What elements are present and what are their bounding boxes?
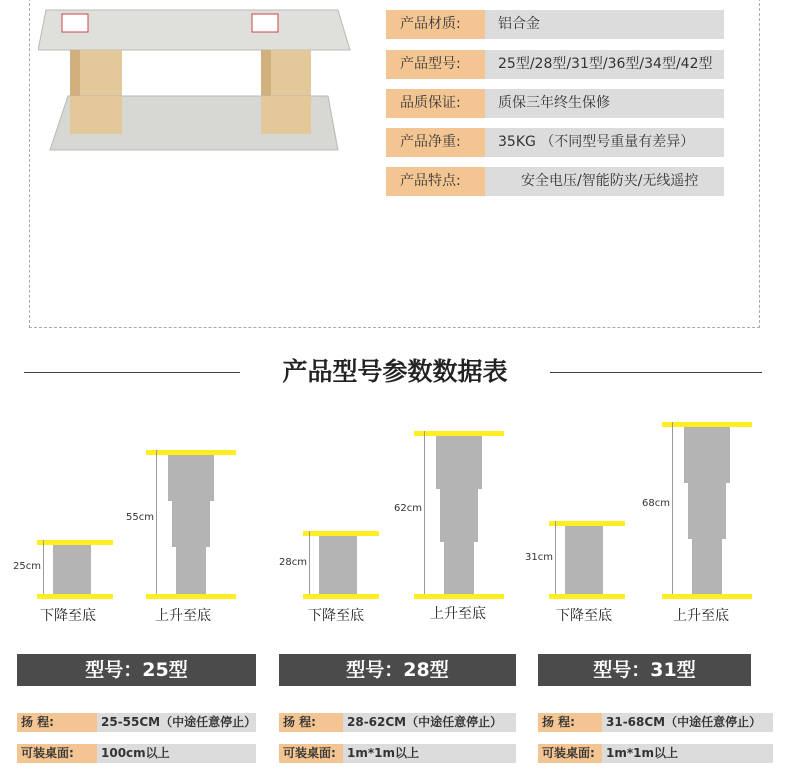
heading-rule-left (24, 372, 240, 373)
spec-row (386, 167, 724, 196)
stroke-value: 28-62CM（中途任意停止） (343, 713, 516, 732)
spec-label: 产品特点: (386, 167, 485, 196)
model-title-bar: 型号：25型 (17, 654, 256, 686)
lowered-height-label: 25cm (13, 561, 41, 572)
stroke-value: 25-55CM（中途任意停止） (97, 713, 256, 732)
stroke-value: 31-68CM（中途任意停止） (602, 713, 773, 732)
lowered-state-label: 下降至底 (556, 608, 612, 624)
desk-label: 可装桌面: (538, 744, 602, 763)
stroke-label: 扬 程: (279, 713, 343, 732)
raised-height-label: 68cm (642, 498, 670, 509)
spec-value: 铝合金 (485, 10, 724, 39)
heading-rule-right (550, 372, 762, 373)
desk-row (17, 744, 256, 763)
stroke-label: 扬 程: (17, 713, 97, 732)
stroke-label: 扬 程: (538, 713, 602, 732)
raised-base-plate (662, 594, 752, 599)
raised-column-middle (172, 501, 210, 547)
desk-value: 1m*1m以上 (602, 744, 773, 763)
spec-value: 质保三年终生保修 (485, 89, 724, 118)
desk-row (538, 744, 773, 763)
raised-state-label: 上升至底 (155, 608, 211, 624)
raised-column-lower (444, 542, 474, 594)
desk-row (279, 744, 516, 763)
product-image (38, 0, 358, 152)
stroke-row (17, 713, 256, 732)
raised-column-middle (688, 483, 726, 539)
lowered-column (565, 526, 603, 594)
desk-label: 可装桌面: (17, 744, 97, 763)
lowered-state-label: 下降至底 (40, 608, 96, 624)
lowered-base-plate (549, 594, 625, 599)
raised-column-lower (692, 539, 722, 594)
raised-state-label: 上升至底 (673, 608, 729, 624)
lowered-dimension-line (43, 540, 44, 594)
raised-column-upper (436, 436, 482, 489)
spec-value: 25型/28型/31型/36型/34型/42型 (485, 50, 724, 79)
spec-row (386, 128, 724, 157)
raised-state-label: 上升至底 (430, 606, 486, 622)
spec-row (386, 50, 724, 79)
model-title-bar: 型号：31型 (538, 654, 751, 686)
raised-dimension-line (424, 431, 425, 594)
spec-value: 安全电压/智能防夹/无线遥控 (485, 167, 724, 196)
raised-height-label: 62cm (394, 503, 422, 514)
section-heading (0, 352, 790, 392)
lowered-column (53, 545, 91, 594)
spec-label: 产品型号: (386, 50, 485, 79)
model-title-bar: 型号：28型 (279, 654, 516, 686)
raised-column-lower (176, 547, 206, 594)
raised-column-middle (440, 489, 478, 542)
desk-label: 可装桌面: (279, 744, 343, 763)
spec-label: 品质保证: (386, 89, 485, 118)
lowered-height-label: 28cm (279, 557, 307, 568)
stroke-row (538, 713, 773, 732)
raised-base-plate (146, 594, 236, 599)
lowered-dimension-line (555, 521, 556, 594)
desk-value: 100cm以上 (97, 744, 256, 763)
raised-dimension-line (672, 422, 673, 594)
raised-base-plate (414, 594, 504, 599)
raised-height-label: 55cm (126, 512, 154, 523)
lowered-dimension-line (309, 531, 310, 594)
lowered-base-plate (303, 594, 379, 599)
lowered-column (319, 536, 357, 594)
raised-column-upper (168, 455, 214, 501)
spec-value: 35KG （不同型号重量有差异） (485, 128, 724, 157)
raised-dimension-line (156, 450, 157, 594)
desk-value: 1m*1m以上 (343, 744, 516, 763)
lowered-height-label: 31cm (525, 552, 553, 563)
spec-label: 产品净重: (386, 128, 485, 157)
spec-row (386, 89, 724, 118)
spec-label: 产品材质: (386, 10, 485, 39)
page-title: 产品型号参数数据表 (282, 357, 508, 386)
lowered-base-plate (37, 594, 113, 599)
raised-column-upper (684, 427, 730, 483)
spec-row (386, 10, 724, 39)
stroke-row (279, 713, 516, 732)
lowered-state-label: 下降至底 (308, 608, 364, 624)
